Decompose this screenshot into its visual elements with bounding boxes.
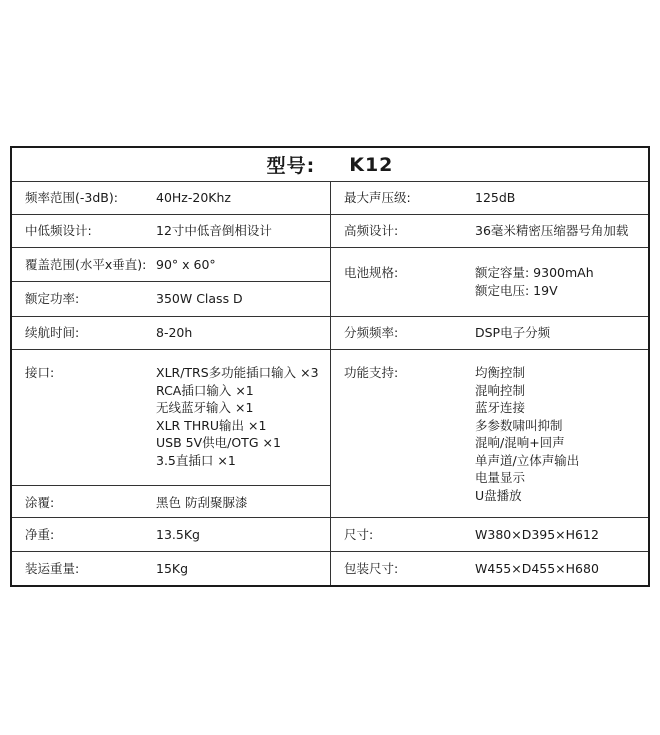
list-item: 混响/混响+回声 — [475, 435, 565, 450]
list-item: 多参数啸叫抑制 — [475, 417, 563, 433]
divider — [12, 281, 330, 282]
runtime-label: 续航时间: — [25, 325, 80, 340]
package-size-label: 包装尺寸: — [344, 561, 399, 576]
package-size-value: W455×D455×H680 — [475, 561, 599, 576]
table-title — [12, 148, 648, 181]
rated-power-value: 350W Class D — [156, 291, 243, 306]
max-spl-value: 125dB — [475, 190, 516, 205]
model-value: K12 — [349, 153, 394, 176]
list-item: USB 5V供电/OTG ×1 — [156, 435, 281, 450]
coating-label: 涂覆: — [25, 495, 55, 510]
battery-voltage: 额定电压: 19V — [475, 283, 558, 298]
list-item: 单声道/立体声输出 — [475, 452, 580, 468]
lf-design-label: 中低频设计: — [25, 223, 92, 238]
lf-design-value: 12寸中低音倒相设计 — [156, 223, 272, 238]
rated-power-label: 额定功率: — [25, 291, 80, 306]
spec-table — [10, 146, 650, 587]
list-item: 均衡控制 — [475, 365, 526, 380]
crossover-value: DSP电子分频 — [475, 325, 551, 340]
coating-value: 黑色 防刮聚脲漆 — [156, 495, 248, 510]
ship-weight-value: 15Kg — [156, 561, 189, 576]
interfaces-list — [156, 364, 319, 469]
max-spl-label: 最大声压级: — [344, 190, 411, 205]
dimensions-label: 尺寸: — [344, 527, 374, 542]
net-weight-label: 净重: — [25, 527, 55, 542]
battery-capacity: 额定容量: 9300mAh — [475, 265, 594, 280]
net-weight-value: 13.5Kg — [156, 527, 200, 542]
hf-design-value: 36毫米精密压缩器号角加载 — [475, 223, 629, 238]
coverage-label: 覆盖范围(水平x垂直): — [25, 257, 147, 272]
coverage-value: 90° x 60° — [156, 257, 216, 272]
divider — [12, 485, 330, 486]
list-item: 蓝牙连接 — [475, 400, 526, 415]
freq-range-label: 频率范围(-3dB): — [25, 190, 118, 205]
list-item: RCA插口输入 ×1 — [156, 382, 254, 398]
freq-range-value: 40Hz-20Khz — [156, 190, 231, 205]
ship-weight-label: 装运重量: — [25, 561, 80, 576]
list-item: 无线蓝牙输入 ×1 — [156, 400, 254, 415]
battery-label: 电池规格: — [344, 265, 399, 280]
hf-design-label: 高频设计: — [344, 223, 399, 238]
dimensions-value: W380×D395×H612 — [475, 527, 599, 542]
model-label: 型号: — [266, 155, 316, 177]
list-item: 电量显示 — [475, 470, 526, 485]
runtime-value: 8-20h — [156, 325, 193, 340]
column-divider — [330, 181, 331, 585]
crossover-label: 分频频率: — [344, 325, 399, 340]
list-item: U盘播放 — [475, 487, 522, 503]
features-label: 功能支持: — [344, 365, 399, 380]
features-list — [475, 364, 579, 504]
list-item: 3.5直插口 ×1 — [156, 452, 236, 468]
list-item: XLR/TRS多功能插口输入 ×3 — [156, 365, 319, 380]
list-item: 混响控制 — [475, 382, 526, 398]
list-item: XLR THRU输出 ×1 — [156, 417, 267, 433]
interfaces-label: 接口: — [25, 365, 55, 380]
